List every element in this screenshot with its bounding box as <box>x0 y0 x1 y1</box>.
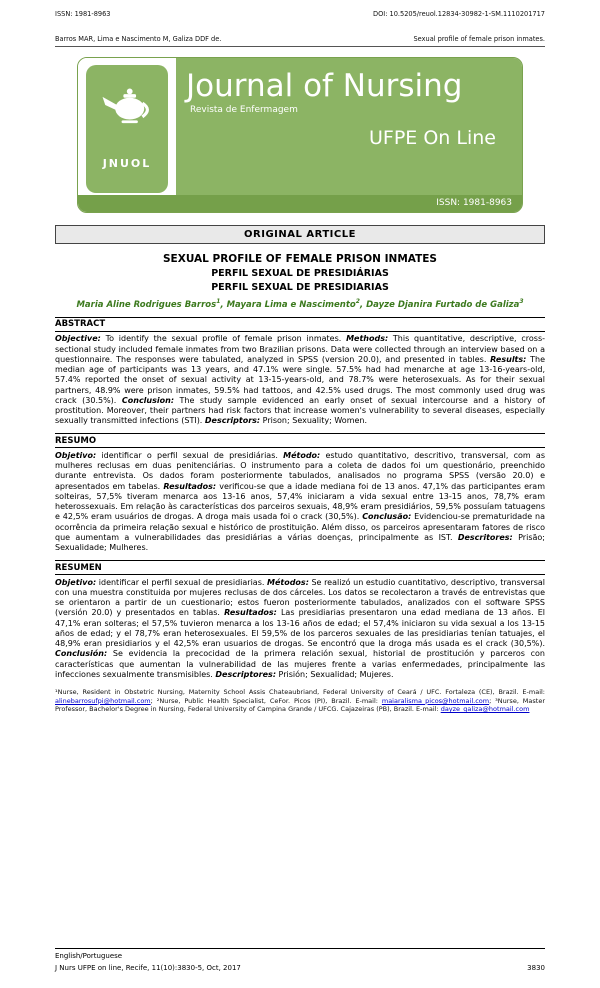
email-link[interactable]: maiaralisma_picos@hotmail.com <box>381 696 490 705</box>
teapot-logo-icon <box>98 79 156 131</box>
resumo-section <box>55 433 545 553</box>
doi-text: DOI: 10.5205/reuol.12834-30982-1-SM.1110201717 <box>373 10 545 18</box>
email-link[interactable]: dayze_galiza@hotmail.com <box>440 705 530 714</box>
resumen-body: Objetivo: identificar el perfil sexual de presidiarias. Métodos: Se realizó un estudio cuantitativo, descriptivo, transversal con una muestra constituida por mujeres reclusas de dos cárceles. Los datos se recolectaron a través de entrevistas que se orientaron a partir de un cuestionario; estos fueron posteriormente tabulados, analizados con el software SPSS (versión 20.0) y presentados en tablas. Resultados: Las presidiarias presentaron una edad mediana de 13 años. El 47,1% eran solteras; el 57,5% tuvieron menarca a los 13-16 años de edad; el 57,4% iniciaron su vida sexual a los 13-15 años de edad; y el 78,7% eran heterosexuales. El 59,5% de los parceros sexuales de las presidiarias tenían tatuajes, el 48,9% eran presidiarios y el 42,5% eran usuarios de drogas. Se encontró que la droga más usada es el crack (30,5%). Conclusión: Se evidencia la precocidad de la primera relación sexual, historial de prostitución y parceros con características que aumentan la vulnerabilidad de las mujeres frente a varias enfermedades, principalmente las infecciones sexualmente transmisibles. Descriptores: Prisión; Sexualidad; Mujeres. <box>55 577 545 679</box>
jnuol-logo-label: JNUOL <box>102 157 152 170</box>
footer-citation: J Nurs UFPE on line, Recife, 11(10):3830-5, Oct, 2017 <box>55 964 241 972</box>
running-head-row <box>55 35 545 43</box>
page-footer <box>55 948 545 972</box>
resumo-heading: RESUMO <box>55 433 545 448</box>
resumo-body: Objetivo: identificar o perfil sexual de presidiárias. Método: estudo quantitativo, descritivo, transversal, com as mulheres reclusas em duas penitenciárias. O instrumento para a coleta de dados foi um questionário, preenchido durante entrevista. Os dados foram posteriormente tabulados, analisados no programa SPSS (versão 20.0) e apresentados em tabelas. Resultados: verificou-se que a idade mediana foi de 13 anos. 47,1% das participantes eram solteiras, 57,5% tiveram menarca aos 13-16 anos, 57,4% iniciaram a vida sexual entre 13-15 anos, 78,7% eram heterossexuais. Em relação às características dos parceiros sexuais, 48,9% eram presidiários, 59,5% possuíam tatuagens e 42,5% eram usuários de drogas. A droga mais usada foi o crack (30,5%). Conclusão: Evidenciou-se prematuridade na ocorrência da primeira relação sexual e histórico de prostituição. Além disso, os parceiros apresentaram fatores de risco que aumentam a vulnerabilidades das presidiárias a várias doenças, principalmente as IST. Descritores: Prisão; Sexualidade; Mulheres. <box>55 450 545 553</box>
article-title-es: PERFIL SEXUAL DE PRESIDIARIAS <box>211 282 389 293</box>
footer-language: English/Portuguese <box>55 952 123 960</box>
jnuol-logo-card <box>86 65 168 193</box>
footer-page-number: 3830 <box>527 964 545 972</box>
article-type-band: ORIGINAL ARTICLE <box>55 225 545 244</box>
journal-subtitle: Revista de Enfermagem <box>190 104 298 115</box>
article-title-en: SEXUAL PROFILE OF FEMALE PRISON INMATES <box>163 253 437 265</box>
abstract-body: Objective: To identify the sexual profile of female prison inmates. Methods: This quantitative, descriptive, cross-sectional study included female inmates from two Brazilian prisons. Data were collected through an interview based on a questionnaire. The responses were tabulated, analyzed in SPSS (version 20.0), and presented in tables. Results: The median age of participants was 13 years, and 47.1% were single. 57.5% had had menarche at age 13-16-years-old, 57.4% reported the onset of sexual activity at 13-15-years-old, and 78.7% were heterosexuals. As for their sexual partners, 48.9% were prison inmates, 59.5% had tattoos, and 42.5% used drugs. The most commonly used drug was crack (30.5%). Conclusion: The study sample evidenced an early onset of sexual intercourse and a history of prostitution. Moreover, their partners had risk factors that increase women's vulnerability to several diseases, especially sexually transmitted infections (STI). Descriptors: Prison; Sexuality; Women. <box>55 334 546 426</box>
top-meta-row <box>55 10 545 18</box>
journal-title: Journal of Nursing <box>186 68 463 104</box>
banner-issn-text: ISSN: 1981-8963 <box>436 198 512 208</box>
running-title: Sexual profile of female prison inmates. <box>413 35 545 43</box>
authors-line: Maria Aline Rodrigues Barros$^1$, Mayara Lima e Nascimento$^2$, Dayze Djanira Furtado de Galiza$^3$ <box>76 298 524 310</box>
header-divider <box>55 46 545 47</box>
abstract-section <box>55 317 545 427</box>
article-title-pt: PERFIL SEXUAL DE PRESIDIÁRIAS <box>211 268 389 279</box>
resumen-heading: RESUMEN <box>55 560 545 575</box>
issn-top: ISSN: 1981-8963 <box>55 10 111 18</box>
resumen-section <box>55 560 545 680</box>
banner-title-area <box>176 58 522 212</box>
email-link[interactable]: alinebarrosufpi@hotmail.com <box>55 696 151 705</box>
author-footnotes: ¹Nurse, Resident in Obstetric Nursing, Maternity School Assis Chateaubriand, Federal University of Ceará / UFC. Fortaleza (CE), Brazil. E-mail: alinebarrosufpi@hotmail.com; ²Nurse, Public Health Specialist, CeFor. Picos (PI), Brazil. E-mail: maiaralisma_picos@hotmail.com; ³Nurse, Master Professor, Bachelor's Degree in Nursing, Federal University of Campina Grande / UFCG. Cajazeiras (PB), Brazil. E-mail: dayze_galiza@hotmail.com <box>55 688 545 714</box>
journal-banner <box>77 57 523 213</box>
authors-short: Barros MAR, Lima e Nascimento M, Galiza DDF de. <box>55 35 222 43</box>
abstract-heading: ABSTRACT <box>55 317 545 332</box>
banner-logo-column <box>78 58 176 212</box>
journal-brand: UFPE On Line <box>369 126 496 149</box>
banner-issn-strip <box>78 195 522 212</box>
